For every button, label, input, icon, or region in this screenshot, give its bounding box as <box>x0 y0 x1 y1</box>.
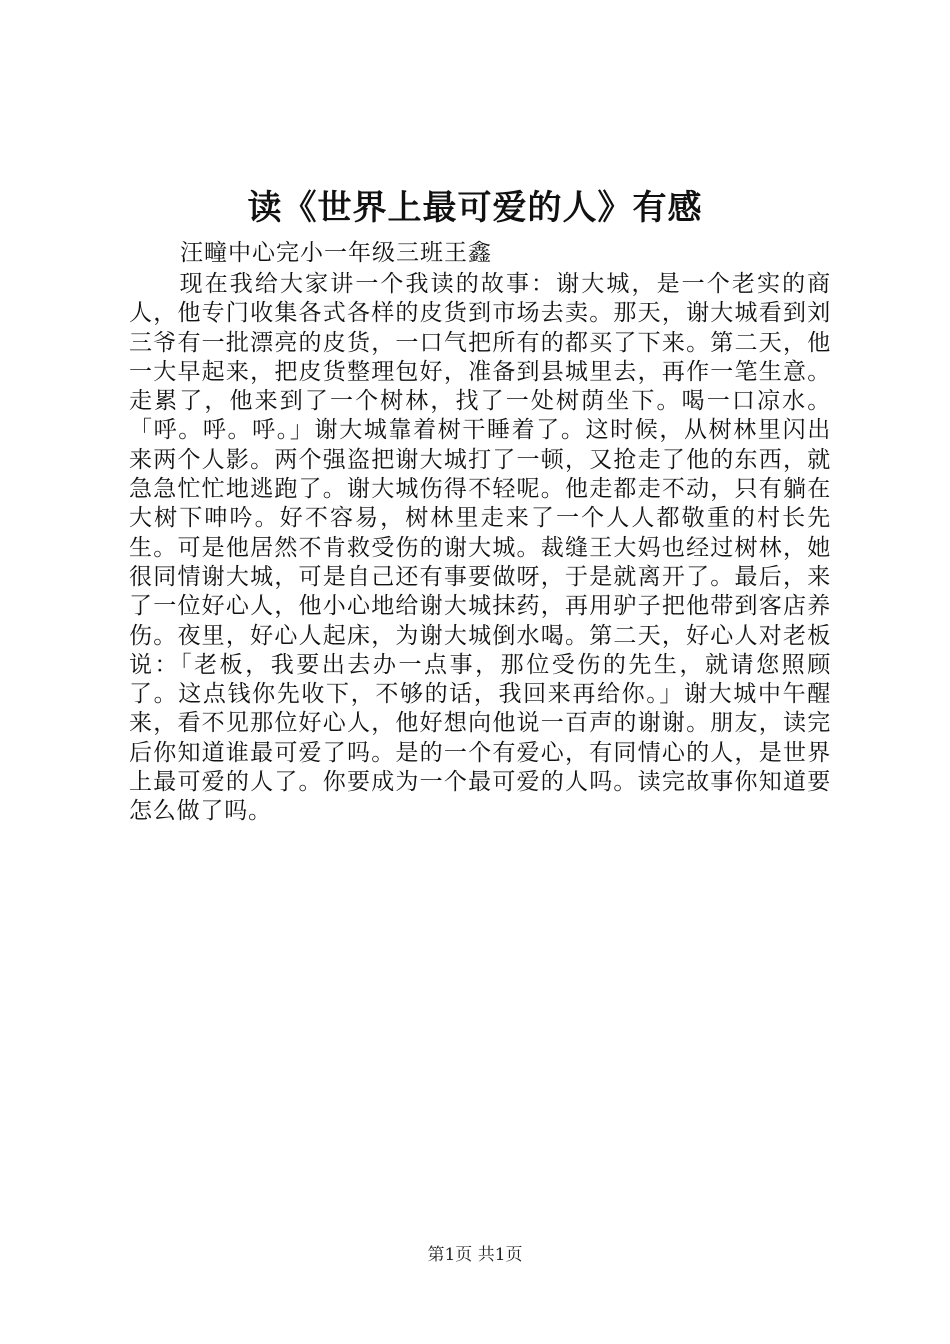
page-number-footer: 第1页 共1页 <box>427 1245 523 1265</box>
document-title: 读《世界上最可爱的人》有感 <box>247 188 703 228</box>
author-line: 汪疃中心完小一年级三班王鑫 <box>180 240 492 266</box>
body-paragraph: 现在我给大家讲一个我读的故事：谢大城，是一个老实的商人，他专门收集各式各样的皮货到市场去卖。那天，谢大城看到刘三爷有一批漂亮的皮货，一口气把所有的都买了下来。第二天，他一大早起来，把皮货整理包好，准备到县城里去，再作一笔生意。走累了，他来到了一个树林，找了一处树荫坐下。喝一口凉水。「呼。呼。呼。」谢大城靠着树干睡着了。这时候，从树林里闪出来两个人影。两个强盗把谢大城打了一顿，又抢走了他的东西，就急急忙忙地逃跑了。谢大城伤得不轻呢。他走都走不动，只有躺在大树下呻吟。好不容易，树林里走来了一个人人都敬重的村长先生。可是他居然不肯救受伤的谢大城。裁缝王大妈也经过树林，她很同情谢大城，可是自己还有事要做呀，于是就离开了。最后，来了一位好心人，他小心地给谢大城抹药，再用驴子把他带到客店养伤。夜里，好心人起床，为谢大城倒水喝。第二天，好心人对老板说：「老板，我要出去办一点事，那位受伤的先生，就请您照顾了。这点钱你先收下，不够的话，我回来再给你。」谢大城中午醒来，看不见那位好心人，他好想向他说一百声的谢谢。朋友，读完后你知道谁最可爱了吗。是的一个有爱心，有同情心的人，是世界上最可爱的人了。你要成为一个最可爱的人吗。读完故事你知道要怎么做了吗。 <box>129 271 831 825</box>
